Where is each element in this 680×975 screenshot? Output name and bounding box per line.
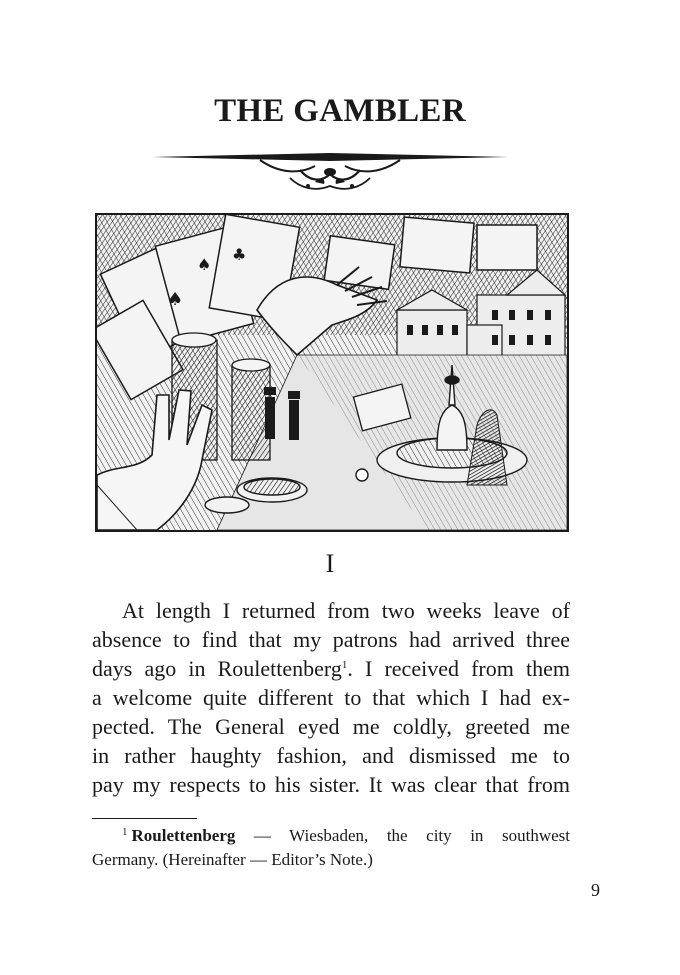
body-line: pay my respects to his sister. It was clear that from	[92, 772, 570, 797]
page-number: 9	[591, 880, 600, 900]
title-ornament	[150, 148, 510, 196]
body-line	[92, 654, 570, 683]
footnote-number: 1	[122, 826, 128, 838]
svg-text:♠: ♠	[197, 255, 212, 274]
body-line-part: days ago in Roulettenberg	[92, 656, 342, 681]
footnote	[92, 824, 570, 872]
gambling-illustration	[95, 213, 569, 532]
footnote-reference[interactable]: 1	[341, 659, 348, 671]
svg-text:♣: ♣	[232, 245, 247, 264]
chapter-body	[92, 596, 570, 799]
body-line: in rather haughty fashion, and dismissed me to	[92, 743, 570, 768]
body-line: pected. The General eyed me coldly, greeted me	[92, 714, 570, 739]
body-line: a welcome quite different to that which I had ex-	[92, 685, 570, 710]
footnote-term: Roulettenberg	[131, 826, 236, 845]
page-title: THE GAMBLER	[214, 93, 466, 129]
footnote-divider	[92, 818, 197, 819]
body-line: At length I returned from two weeks leave of	[122, 598, 570, 623]
footnote-line	[92, 824, 570, 848]
body-line-part: . I received from them	[347, 656, 570, 681]
chapter-number: I	[325, 549, 335, 578]
body-line: absence to find that my patrons had arrived three	[92, 627, 570, 652]
footnote-line: Germany. (Hereinafter — Editor’s Note.)	[92, 850, 373, 869]
footnote-definition: — Wiesbaden, the city in southwest	[235, 826, 570, 845]
svg-text:♠: ♠	[167, 289, 184, 310]
